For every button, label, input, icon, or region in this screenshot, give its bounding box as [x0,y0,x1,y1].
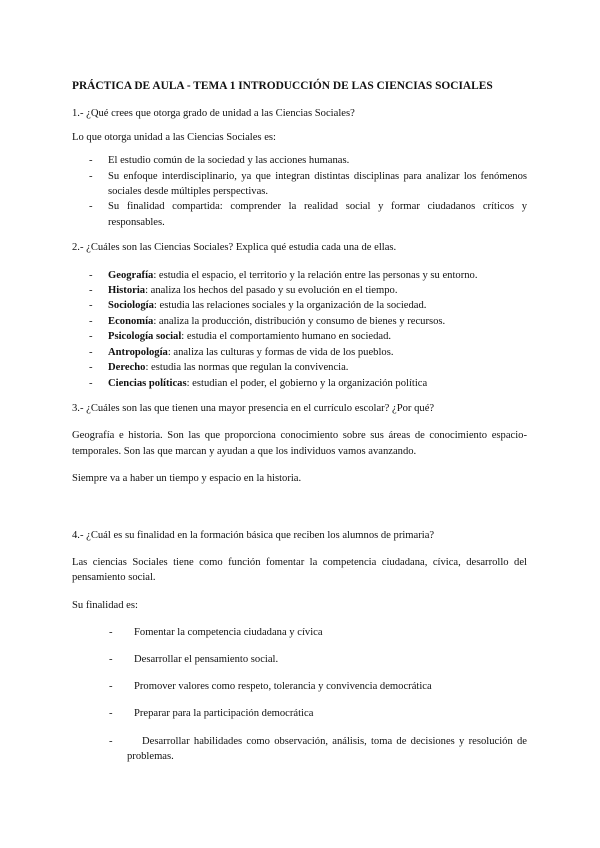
list-item: - Desarrollar habilidades como observación, análisis, toma de decisiones y resolución de problemas. [109,735,527,762]
bullet-dash: - [89,377,93,389]
term: Sociología [108,300,154,312]
bullet-dash: - [89,170,93,182]
list-item: - Ciencias políticas: estudian el poder, el gobierno y la organización política [72,376,527,391]
document-content [72,79,527,776]
term: Antropología [108,346,168,358]
bullet-dash: - [89,362,93,374]
list-item: - Su finalidad compartida: comprender la realidad social y formar ciudadanos críticos y responsables. [89,201,527,228]
term: Geografía [108,269,154,281]
question-4: 4.- ¿Cuál es su finalidad en la formación básica que reciben los alumnos de primaria? [72,529,435,541]
bullet-dash: - [89,285,93,297]
bullet-dash: - [89,331,93,343]
term: Derecho [108,362,146,374]
question-1: 1.- ¿Qué crees que otorga grado de unidad a las Ciencias Sociales? [72,108,355,120]
answer-4: Las ciencias Sociales tiene como función fomentar la competencia ciudadana, cívica, desarrollo del pensamiento social. [72,556,527,584]
answer-2-list [72,268,527,391]
list-item: - Preparar para la participación democrática [72,706,527,721]
bullet-dash: - [109,735,113,747]
bullet-dash: - [89,346,93,358]
term: Ciencias políticas [108,377,187,389]
list-item: - Antropología: analiza las culturas y formas de vida de los pueblos. [72,345,527,360]
question-3: 3.- ¿Cuáles son las que tienen una mayor presencia en el currículo escolar? ¿Por qué? [72,402,435,414]
bullet-dash: - [109,681,113,693]
question-2: 2.- ¿Cuáles son las Ciencias Sociales? Explica qué estudia cada una de ellas. [72,242,397,254]
answer-4-intro: Su finalidad es: [72,599,138,611]
bullet-dash: - [109,708,113,720]
answer-3: Geografía e historia. Son las que proporciona conocimiento sobre sus áreas de conocimiento espacio-temporales. Son las que marcan y ayudan a que los individuos vamos avanzando. [72,430,527,457]
list-item: - Geografía: estudia el espacio, el territorio y la relación entre las personas y su entorno. [72,268,527,283]
term: Historia [108,285,146,297]
list-item: - Derecho: estudia las normas que regulan la convivencia. [72,360,527,375]
list-item: - Historia: analiza los hechos del pasado y su evolución en el tiempo. [72,283,527,298]
list-item: - Promover valores como respeto, tolerancia y convivencia democrática [72,679,527,694]
answer-1-intro: Lo que otorga unidad a las Ciencias Sociales es: [72,131,276,143]
list-item: - El estudio común de la sociedad y las acciones humanas. [72,153,527,168]
bullet-dash: - [109,654,113,666]
bullet-dash: - [109,627,113,639]
list-item: - Desarrollar el pensamiento social. [72,652,527,667]
list-item: - Sociología: estudia las relaciones sociales y la organización de la sociedad. [72,298,527,313]
bullet-dash: - [89,269,93,281]
list-item: - Fomentar la competencia ciudadana y cívica [72,625,527,640]
document-title: PRÁCTICA DE AULA - TEMA 1 INTRODUCCIÓN DE LAS CIENCIAS SOCIALES [72,80,493,92]
list-item: - Psicología social: estudia el comportamiento humano en sociedad. [72,329,527,344]
term: Psicología social [108,331,182,343]
answer-3-note: Siempre va a haber un tiempo y espacio en la historia. [72,473,302,485]
bullet-dash: - [89,315,93,327]
list-item: - Su enfoque interdisciplinario, ya que integran distintas disciplinas para analizar los fenómenos sociales desde múltiples perspectivas. [89,170,527,198]
answer-4-list [72,625,527,764]
answer-1-list [72,153,527,230]
bullet-dash: - [89,201,93,213]
term: Economía [108,315,154,327]
bullet-dash: - [89,155,93,167]
list-item: - Economía: analiza la producción, distribución y consumo de bienes y recursos. [72,314,527,329]
bullet-dash: - [89,300,93,312]
spacer [72,495,527,516]
